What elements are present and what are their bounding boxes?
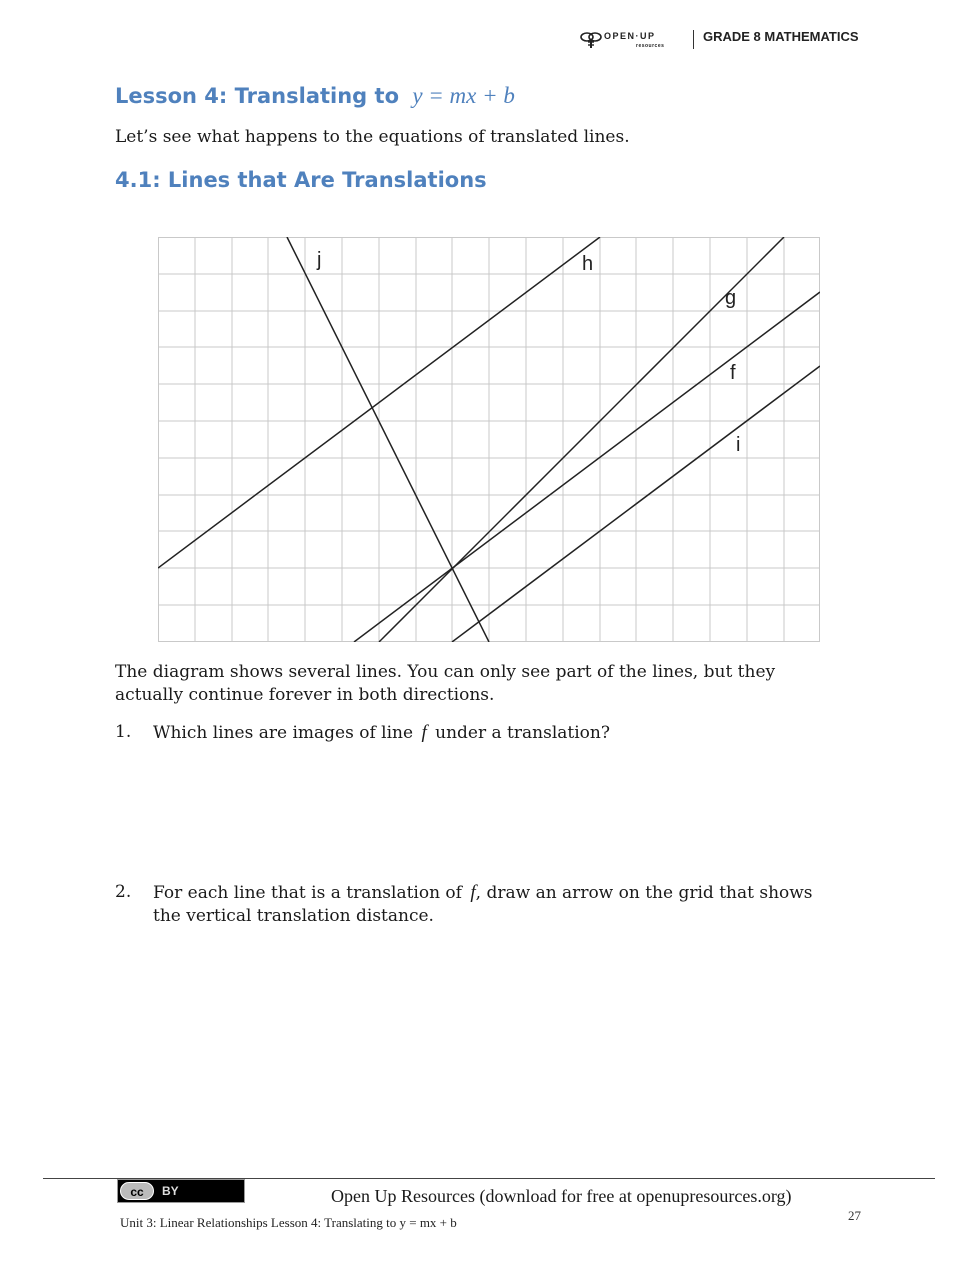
grade-label: GRADE 8 MATHEMATICS [703, 29, 859, 44]
question-2-number: 2. [115, 882, 132, 902]
question-1-text [153, 721, 813, 745]
footer-unit-line: Unit 3: Linear Relationships Lesson 4: Translating to y = mx + b [120, 1215, 457, 1230]
lesson-title-prefix: Lesson 4: Translating to [115, 84, 399, 108]
label-h: h [582, 253, 594, 275]
activity-title: 4.1: Lines that Are Translations [115, 168, 487, 192]
question-2-before: For each line that is a translation of [153, 883, 462, 903]
header-divider [693, 30, 694, 49]
question-1-before: Which lines are images of line [153, 723, 414, 743]
translated-lines-diagram [158, 237, 820, 642]
question-1-var: f [421, 722, 427, 743]
cc-by-badge [117, 1179, 245, 1203]
header [0, 0, 979, 60]
line-j [287, 237, 489, 642]
cc-icon: cc [120, 1182, 154, 1200]
by-label: BY [162, 1184, 179, 1198]
activity-description: The diagram shows several lines. You can only see part of the lines, but they actually continue forever in both directions. [115, 662, 776, 705]
footer-source: Open Up Resources (download for free at openupresources.org) [331, 1186, 792, 1206]
logo-subtext: resources [636, 43, 665, 49]
bee-logo-icon [580, 29, 602, 49]
question-2-var: f [470, 882, 476, 903]
label-i: i [736, 434, 741, 456]
label-j: j [317, 249, 322, 271]
lesson-intro: Let’s see what happens to the equations of translated lines. [115, 127, 630, 147]
lesson-title [115, 83, 515, 109]
label-g: g [725, 287, 737, 309]
logo-text: OPEN·UP [604, 31, 656, 41]
question-1-after: under a translation? [435, 723, 610, 743]
question-2-after: , draw an arrow on the grid that shows the vertical translation distance. [153, 883, 813, 926]
label-f: f [730, 362, 736, 384]
lesson-title-equation: y = mx + b [412, 83, 515, 108]
line-f [354, 292, 820, 642]
grid [158, 237, 820, 642]
page-number: 27 [848, 1208, 861, 1223]
question-2-text [153, 881, 818, 928]
question-1-number: 1. [115, 722, 132, 742]
